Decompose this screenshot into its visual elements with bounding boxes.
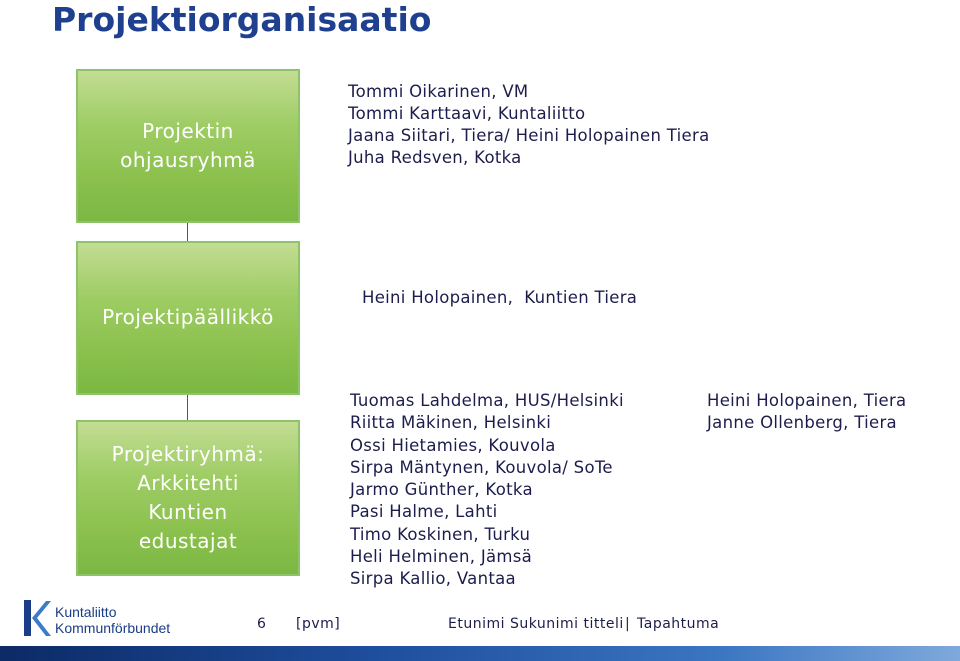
page-title: Projektiorganisaatio bbox=[52, 0, 432, 39]
list-item: Riitta Mäkinen, Helsinki bbox=[350, 413, 552, 433]
list-item: Tommi Oikarinen, VM bbox=[348, 82, 529, 101]
project-team-label-line4: edustajat bbox=[138, 529, 238, 553]
team-members-list bbox=[350, 390, 624, 591]
logo-line1: Kuntaliitto bbox=[55, 604, 117, 620]
list-item: Tommi Karttaavi, Kuntaliitto bbox=[348, 104, 586, 123]
list-item: Heli Helminen, Jämsä bbox=[350, 547, 533, 567]
presenter-placeholder: Etunimi Sukunimi titteli bbox=[448, 616, 624, 632]
team-members-right-list bbox=[707, 390, 906, 435]
list-item: Heini Holopainen, Tiera bbox=[707, 391, 907, 410]
logo-line2: Kommunförbundet bbox=[55, 620, 171, 636]
list-item: Janne Ollenberg, Tiera bbox=[707, 413, 897, 433]
project-manager-name: Heini Holopainen, Kuntien Tiera bbox=[362, 288, 638, 307]
page-number: 6 bbox=[257, 616, 267, 632]
list-item: Tuomas Lahdelma, HUS/Helsinki bbox=[350, 391, 624, 410]
steering-group-label-line2: ohjausryhmä bbox=[120, 148, 256, 172]
logo-text bbox=[55, 604, 170, 636]
list-item: Timo Koskinen, Turku bbox=[350, 524, 531, 544]
list-item: Sirpa Kallio, Vantaa bbox=[350, 569, 516, 589]
list-item: Ossi Hietamies, Kouvola bbox=[350, 435, 556, 455]
kuntaliitto-logo-icon bbox=[22, 598, 52, 638]
project-team-label-line1: Projektiryhmä: bbox=[111, 442, 265, 466]
list-item: Pasi Halme, Lahti bbox=[350, 502, 498, 522]
connector-line bbox=[187, 395, 188, 420]
steering-group-box bbox=[76, 69, 300, 223]
project-team-box bbox=[76, 420, 300, 576]
footer-bar bbox=[0, 646, 960, 661]
list-item: Jarmo Günther, Kotka bbox=[350, 480, 533, 500]
steering-members-list bbox=[348, 81, 709, 169]
date-placeholder: [pvm] bbox=[296, 616, 341, 632]
steering-group-label-line1: Projektin bbox=[142, 119, 234, 143]
project-manager-box bbox=[76, 241, 300, 395]
project-manager-label: Projektipäällikkö bbox=[102, 304, 274, 329]
project-team-label-line3: Kuntien bbox=[148, 500, 228, 524]
project-team-label-line2: Arkkitehti bbox=[137, 471, 239, 495]
footer-separator: | bbox=[625, 616, 631, 632]
event-placeholder: Tapahtuma bbox=[637, 616, 720, 632]
list-item: Juha Redsven, Kotka bbox=[348, 148, 522, 167]
connector-line bbox=[187, 223, 188, 241]
list-item: Sirpa Mäntynen, Kouvola/ SoTe bbox=[350, 457, 613, 477]
list-item: Jaana Siitari, Tiera/ Heini Holopainen Tiera bbox=[348, 126, 710, 145]
